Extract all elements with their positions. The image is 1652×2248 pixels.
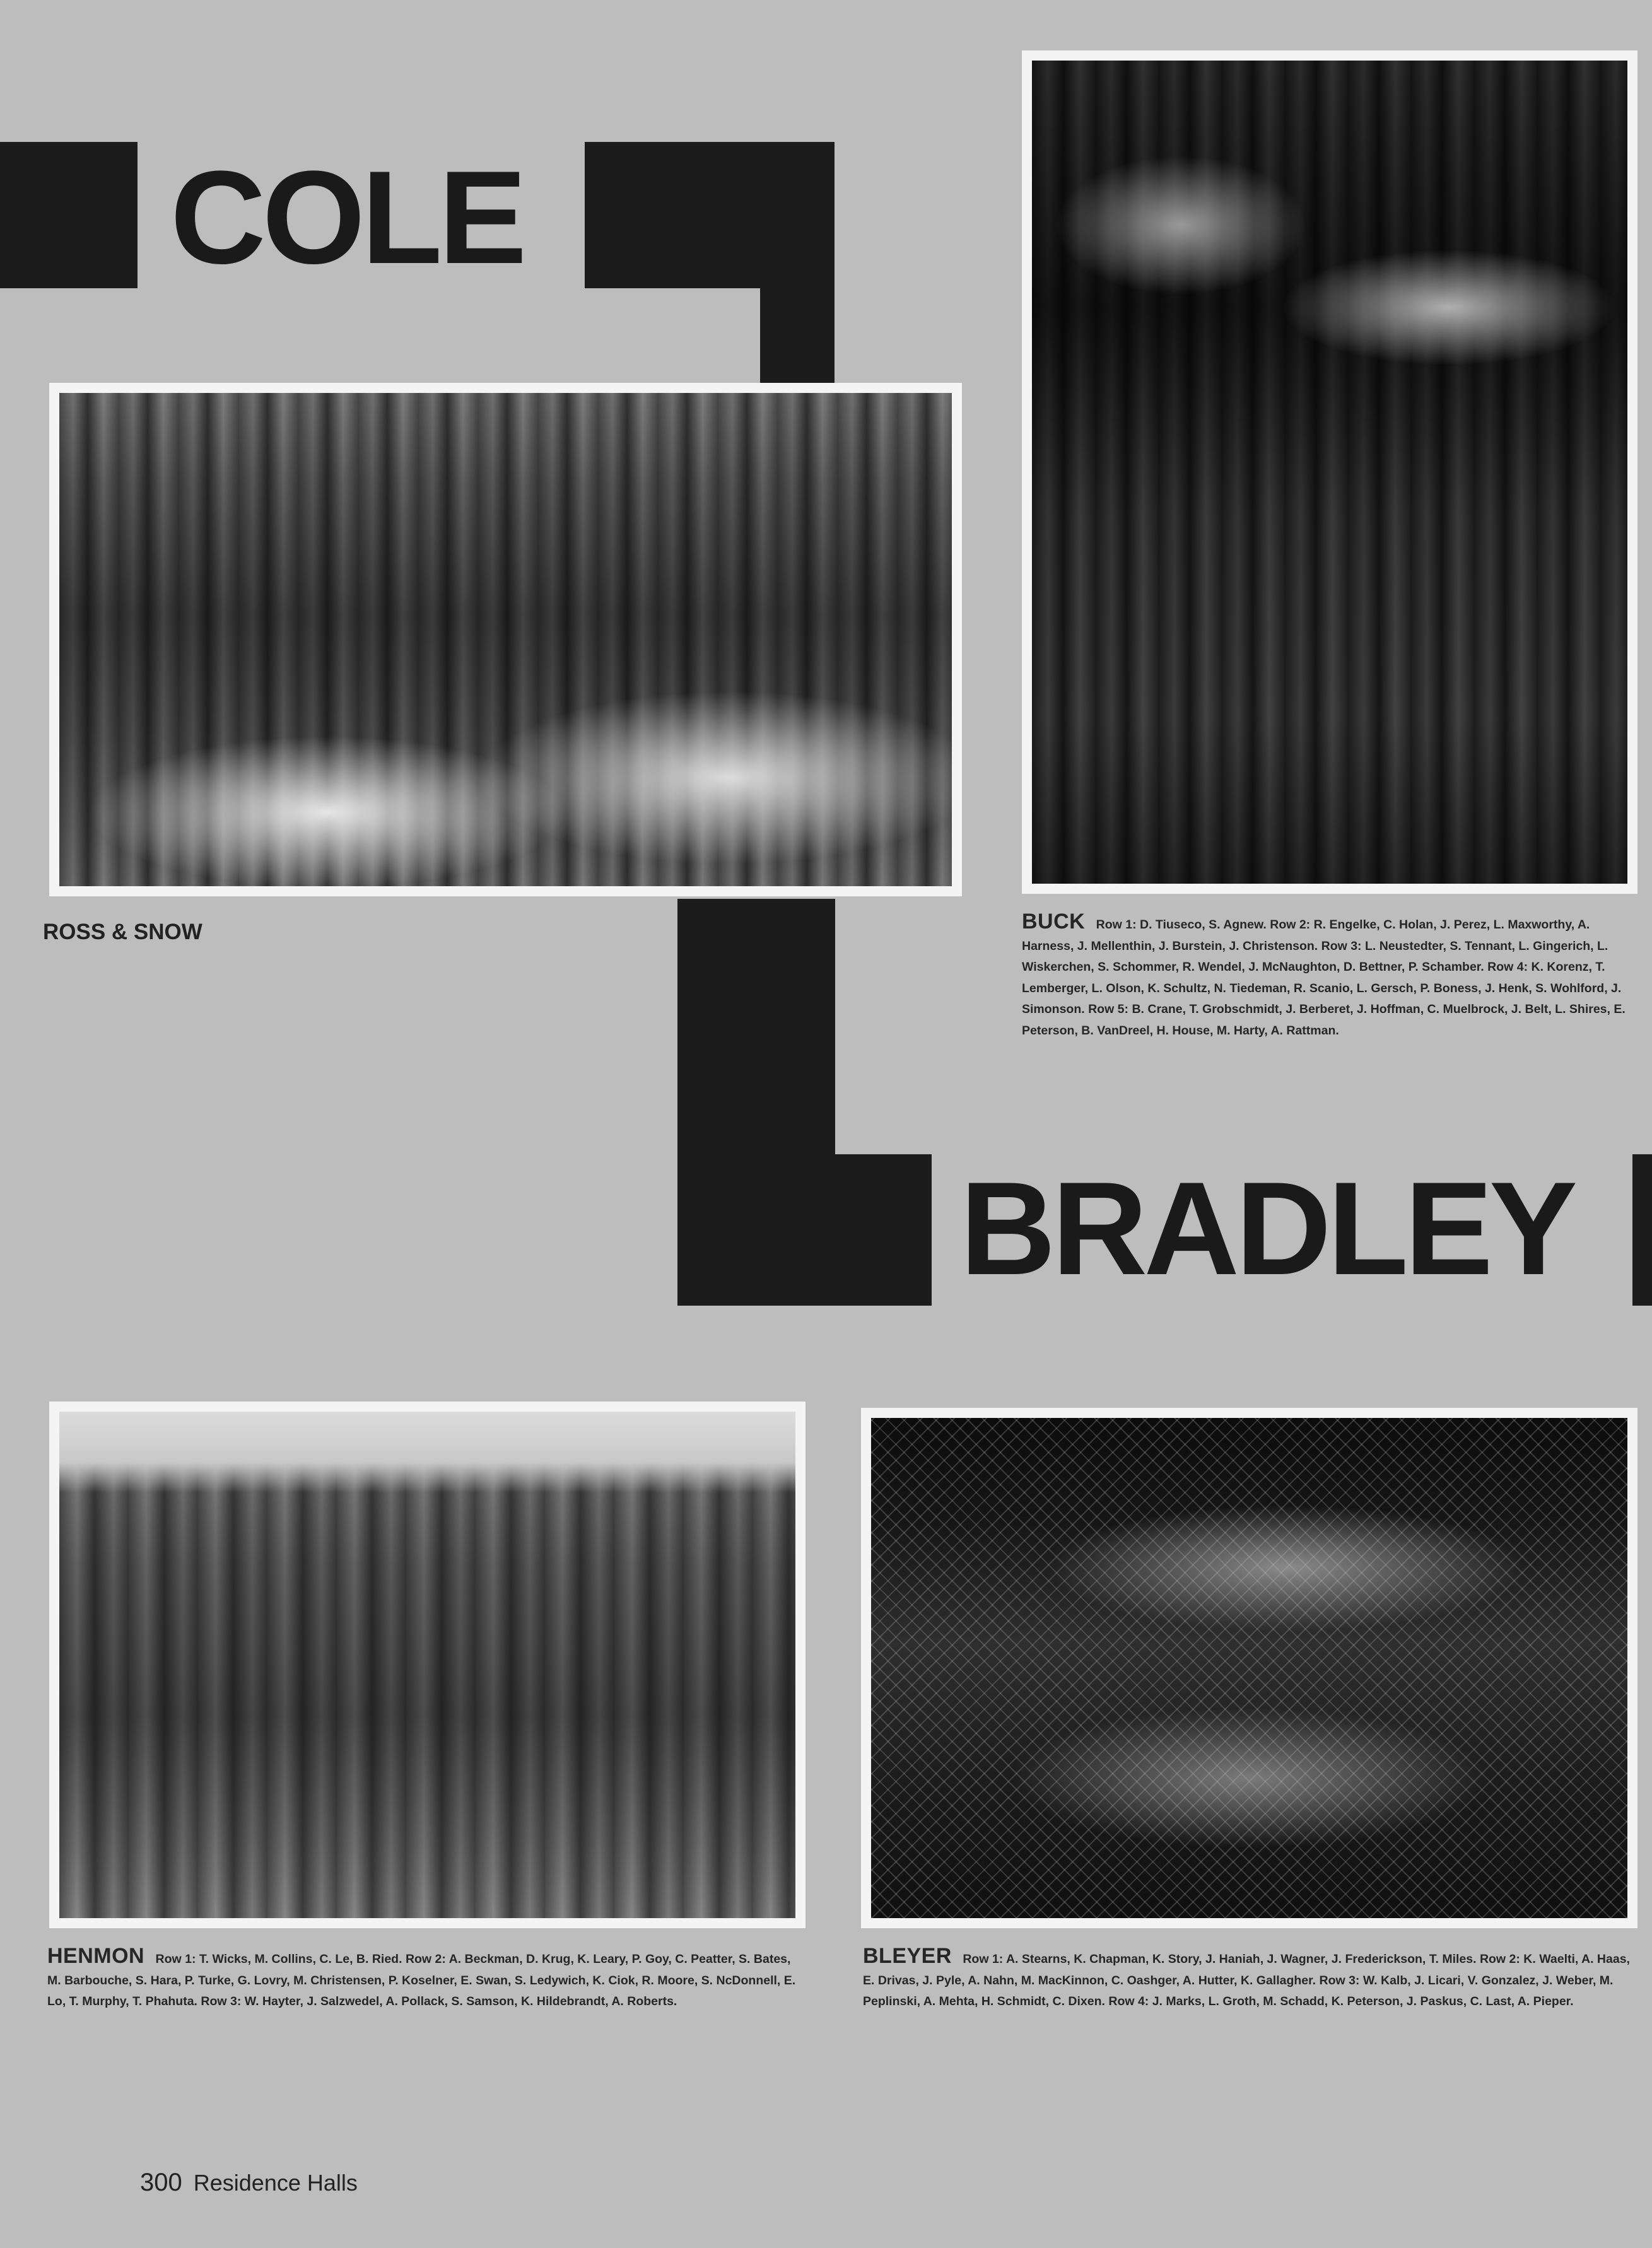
- photo-buck: [1022, 50, 1637, 894]
- page-number: 300: [140, 2169, 182, 2196]
- cole-heading: COLE: [170, 143, 524, 291]
- bradley-heading: BRADLEY: [960, 1154, 1574, 1303]
- bleyer-caption: BLEYER Row 1: A. Stearns, K. Chapman, K. Story, J. Haniah, J. Wagner, J. Frederickson, T. Miles. Row 2: K. Waelti, A. Haas, E. Drivas, J. Pyle, A. Nahn, M. MacKinnon, C. Oashger, A. Hutter, K. Gallagher. Row 3: W. Kalb, J. Licari, V. Gonzalez, J. Weber, M. Peplinski, A. Mehta, H. Schmidt, C. Dixen. Row 4: J. Marks, L. Groth, M. Schadd, K. Peterson, J. Paskus, C. Last, A. Pieper.: [863, 1944, 1630, 2008]
- decor-block-bradley-left: [677, 1154, 932, 1306]
- photo-henmon: [49, 1402, 805, 1928]
- section-name: Residence Halls: [193, 2170, 358, 2196]
- decor-bar-vertical-upper: [760, 142, 835, 391]
- bleyer-group-photo: [871, 1418, 1627, 1918]
- decor-block-top-left: [0, 142, 138, 288]
- ross-snow-group-photo: [59, 393, 952, 886]
- henmon-hall-name: HENMON: [47, 1944, 145, 1968]
- buck-group-photo: [1032, 61, 1627, 884]
- photo-bleyer: [861, 1408, 1637, 1928]
- photo-ross-snow: [49, 383, 962, 896]
- buck-hall-name: BUCK: [1022, 910, 1086, 934]
- page-folio: [140, 2169, 358, 2197]
- henmon-caption: HENMON Row 1: T. Wicks, M. Collins, C. Le, B. Ried. Row 2: A. Beckman, D. Krug, K. Leary, P. Goy, C. Peatter, S. Bates, M. Barbouche, S. Hara, P. Turke, G. Lovry, M. Christensen, P. Koselner, E. Swan, S. Ledywich, K. Ciok, R. Moore, S. NcDonnell, E. Lo, T. Murphy, T. Phahuta. Row 3: W. Hayter, J. Salzwedel, A. Pollack, S. Samson, K. Hildebrandt, A. Roberts.: [47, 1944, 796, 2008]
- henmon-group-photo: [59, 1412, 795, 1918]
- decor-block-bradley-right: [1632, 1154, 1652, 1306]
- ross-snow-label: ROSS & SNOW: [43, 920, 202, 944]
- buck-caption: BUCK Row 1: D. Tiuseco, S. Agnew. Row 2: R. Engelke, C. Holan, J. Perez, L. Maxworthy, A. Harness, J. Mellenthin, J. Burstein, J. Christenson. Row 3: L. Neustedter, S. Tennant, L. Gingerich, L. Wiskerchen, S. Schommer, R. Wendel, J. McNaughton, D. Bettner, P. Schamber. Row 4: K. Korenz, T. Lemberger, L. Olson, K. Schultz, N. Tiedeman, R. Scanio, L. Gersch, P. Boness, J. Henk, S. Wohlford, J. Simonson. Row 5: B. Crane, T. Grobschmidt, J. Berberet, J. Hoffman, C. Muelbrock, J. Belt, L. Shires, E. Peterson, B. VanDreel, H. House, M. Harty, A. Rattman.: [1022, 910, 1626, 1038]
- bleyer-hall-name: BLEYER: [863, 1944, 952, 1968]
